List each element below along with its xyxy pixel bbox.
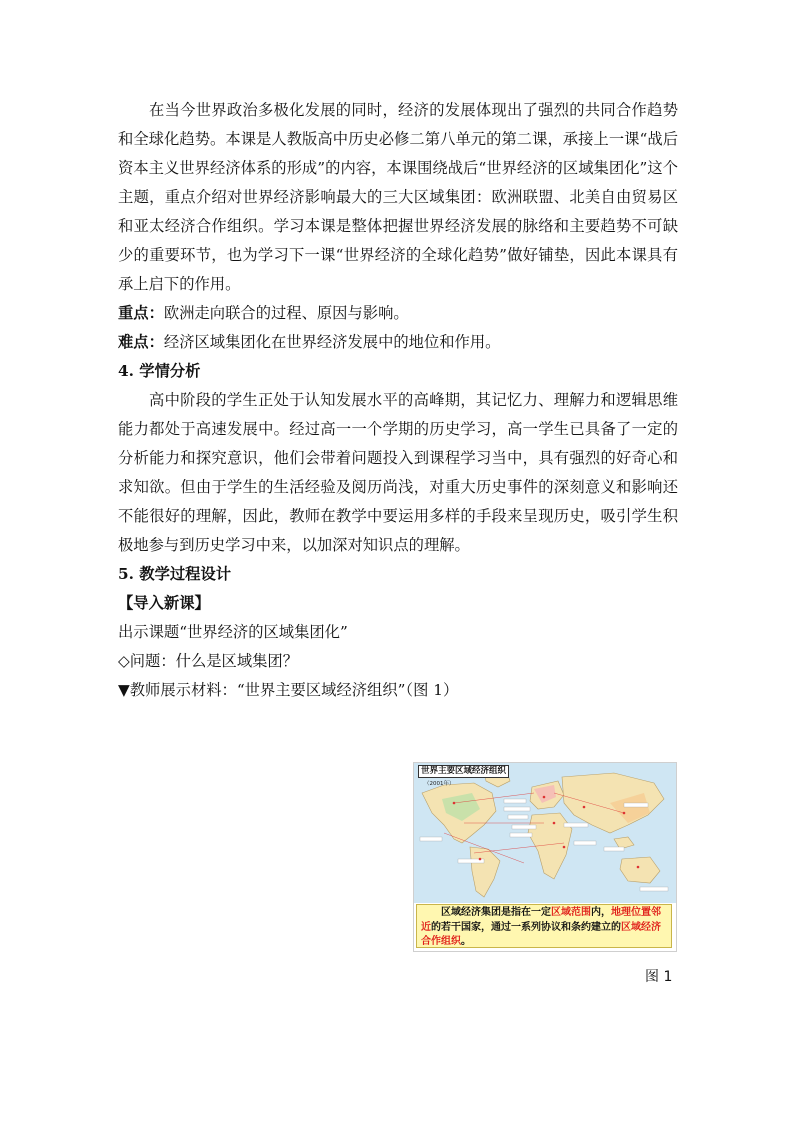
difficult-point-text: 经济区域集团化在世界经济发展中的地位和作用。 [163,333,501,351]
intro-paragraph: 在当今世界政治多极化发展的同时，经济的发展体现出了强烈的共同合作趋势和全球化趋势。本课是人教版高中历史必修二第八单元的第二课，承接上一课“战后资本主义世界经济体系的形成”的内容，本课围绕战后“世界经济的区域集团化”这个主题，重点介绍对世界经济影响最大的三大区域集团：欧洲联盟、北美自由贸易区和亚太经济合作组织。学习本课是整体把握世界经济发展的脉络和主要趋势不可缺少的重要环节，也为学习下一课“世界经济的全球化趋势”做好铺垫，因此本课具有承上启下的作用。 [118,101,678,293]
caption-part: 的若干国家，通过一系列协议和条约建立的 [431,921,621,933]
caption-part-highlight: 区域经济合作组织 [421,921,661,947]
key-point-label: 重点： [118,304,164,322]
section4-paragraph: 高中阶段的学生正处于认知发展水平的高峰期，其记忆力、理解力和逻辑思维能力都处于高速发展中。经过高一一个学期的历史学习，高一学生已具备了一定的分析能力和探究意识，他们会带着问题投入到课程学习当中，具有强烈的好奇心和求知欲。但由于学生的生活经验及阅历尚浅，对重大历史事件的深刻意义和影响还不能很好的理解，因此，教师在教学中要运用多样的手段来呈现历史，吸引学生积极地参与到历史学习中来，以加深对知识点的理解。 [118,391,678,554]
section4-heading: 4. 学情分析 [118,362,201,380]
intro-lesson-heading: 【导入新课】 [118,594,210,612]
caption-part: 。 [461,936,471,947]
definition-caption [416,904,672,948]
show-topic-line: 出示课题“世界经济的区域集团化” [118,623,348,641]
caption-part: 区域经济集团是指在一定 [441,907,551,918]
question-line: ◇问题：什么是区域集团？ [118,652,299,670]
map-title: 世界主要区域经济组织 [418,765,509,778]
world-map-figure [413,762,677,952]
caption-part: 内， [591,907,611,918]
figure-label: 图 1 [645,969,673,985]
document-body [118,96,678,705]
caption-part-highlight: 地理位置邻近 [421,907,661,933]
key-point-text: 欧洲走向联合的过程、原因与影响。 [163,304,409,322]
caption-part-highlight: 区域范围 [551,907,591,918]
section5-heading: 5. 教学过程设计 [118,565,232,583]
key-point [118,299,678,328]
difficult-point [118,328,678,357]
difficult-point-label: 难点： [118,333,164,351]
map-year: （2001年） [424,781,455,787]
material-line: ▼教师展示材料：“世界主要区域经济组织”（图 1） [118,681,459,699]
